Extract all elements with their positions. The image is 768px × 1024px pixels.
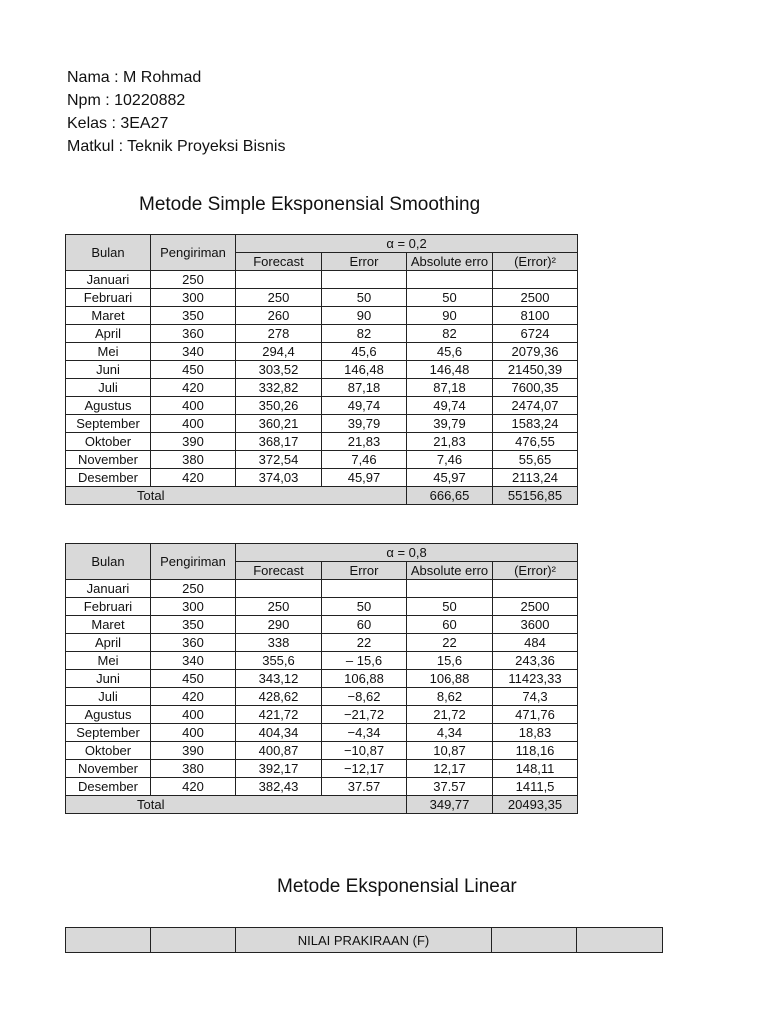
cell-shipment: 400 xyxy=(151,415,236,433)
cell-error-squared: 55,65 xyxy=(493,451,578,469)
cell-month: September xyxy=(66,724,151,742)
cell-absolute-error: 7,46 xyxy=(407,451,493,469)
cell-forecast xyxy=(236,271,322,289)
cell-month: Mei xyxy=(66,652,151,670)
page-bottom-margin xyxy=(0,953,768,1024)
cell-month: Agustus xyxy=(66,397,151,415)
cell-shipment: 450 xyxy=(151,670,236,688)
student-name: Nama : M Rohmad xyxy=(67,69,202,86)
header-error-squared: (Error)² xyxy=(493,562,578,580)
total-spacer xyxy=(236,487,322,505)
header-alpha: α = 0,2 xyxy=(236,235,578,253)
cell-forecast: 278 xyxy=(236,325,322,343)
cell-forecast: 374,03 xyxy=(236,469,322,487)
cell-forecast xyxy=(236,580,322,598)
cell-absolute-error: 49,74 xyxy=(407,397,493,415)
cell-month: Mei xyxy=(66,343,151,361)
cell-shipment: 300 xyxy=(151,289,236,307)
table-row xyxy=(66,688,578,706)
header-pengiriman: Pengiriman xyxy=(151,235,236,271)
table-row xyxy=(66,307,578,325)
header-forecast: Forecast xyxy=(236,562,322,580)
cell-error: 37.57 xyxy=(322,778,407,796)
cell-forecast: 360,21 xyxy=(236,415,322,433)
cell-error: −21,72 xyxy=(322,706,407,724)
cell-shipment: 380 xyxy=(151,451,236,469)
cell-shipment: 340 xyxy=(151,652,236,670)
header-absolute-error: Absolute erro xyxy=(407,253,493,271)
cell-error-squared: 148,11 xyxy=(493,760,578,778)
table-row xyxy=(66,760,578,778)
cell-error-squared: 118,16 xyxy=(493,742,578,760)
cell-forecast: 250 xyxy=(236,289,322,307)
cell-shipment: 350 xyxy=(151,307,236,325)
cell-month: Desember xyxy=(66,469,151,487)
table-row xyxy=(66,778,578,796)
header-error xyxy=(492,928,577,953)
cell-month: Agustus xyxy=(66,706,151,724)
cell-month: April xyxy=(66,634,151,652)
cell-shipment: 390 xyxy=(151,433,236,451)
cell-forecast: 294,4 xyxy=(236,343,322,361)
table-row xyxy=(66,598,578,616)
cell-error: 106,88 xyxy=(322,670,407,688)
cell-error: 49,74 xyxy=(322,397,407,415)
cell-error: −8,62 xyxy=(322,688,407,706)
table-row xyxy=(66,325,578,343)
cell-error: 146,48 xyxy=(322,361,407,379)
header-error: Error xyxy=(322,253,407,271)
cell-absolute-error: 50 xyxy=(407,289,493,307)
cell-shipment: 250 xyxy=(151,580,236,598)
cell-absolute-error: 22 xyxy=(407,634,493,652)
cell-shipment: 350 xyxy=(151,616,236,634)
table-row xyxy=(66,469,578,487)
cell-absolute-error: 106,88 xyxy=(407,670,493,688)
cell-error-squared: 18,83 xyxy=(493,724,578,742)
cell-error-squared: 1583,24 xyxy=(493,415,578,433)
cell-error xyxy=(322,271,407,289)
total-absolute-error: 349,77 xyxy=(407,796,493,814)
cell-absolute-error xyxy=(407,580,493,598)
cell-absolute-error: 60 xyxy=(407,616,493,634)
cell-absolute-error: 87,18 xyxy=(407,379,493,397)
cell-absolute-error: 146,48 xyxy=(407,361,493,379)
cell-forecast: 400,87 xyxy=(236,742,322,760)
header-absolute-error xyxy=(577,928,663,953)
cell-error-squared: 471,76 xyxy=(493,706,578,724)
cell-month: Maret xyxy=(66,616,151,634)
cell-shipment: 340 xyxy=(151,343,236,361)
cell-absolute-error: 37.57 xyxy=(407,778,493,796)
cell-shipment: 380 xyxy=(151,760,236,778)
header-pengiriman: Pengiriman xyxy=(151,544,236,580)
cell-absolute-error: 45,97 xyxy=(407,469,493,487)
cell-shipment: 400 xyxy=(151,397,236,415)
cell-error-squared: 1411,5 xyxy=(493,778,578,796)
cell-error-squared: 2500 xyxy=(493,289,578,307)
cell-forecast: 250 xyxy=(236,598,322,616)
cell-absolute-error: 82 xyxy=(407,325,493,343)
cell-absolute-error: 15,6 xyxy=(407,652,493,670)
student-class: Kelas : 3EA27 xyxy=(67,115,169,132)
cell-month: November xyxy=(66,451,151,469)
cell-forecast: 392,17 xyxy=(236,760,322,778)
header-bulan: Bulan xyxy=(66,544,151,580)
header-error: Error xyxy=(322,562,407,580)
header-forecast: Forecast xyxy=(236,253,322,271)
cell-error: −10,87 xyxy=(322,742,407,760)
cell-error: 82 xyxy=(322,325,407,343)
cell-forecast: 372,54 xyxy=(236,451,322,469)
header-pengiriman xyxy=(151,928,236,953)
cell-forecast: 260 xyxy=(236,307,322,325)
cell-month: Februari xyxy=(66,598,151,616)
cell-error-squared: 2079,36 xyxy=(493,343,578,361)
cell-month: April xyxy=(66,325,151,343)
cell-month: Juni xyxy=(66,361,151,379)
cell-error: 22 xyxy=(322,634,407,652)
cell-forecast: 332,82 xyxy=(236,379,322,397)
cell-month: Januari xyxy=(66,271,151,289)
cell-forecast: 290 xyxy=(236,616,322,634)
cell-shipment: 400 xyxy=(151,724,236,742)
cell-error: 7,46 xyxy=(322,451,407,469)
cell-error-squared xyxy=(493,580,578,598)
cell-forecast: 428,62 xyxy=(236,688,322,706)
table-row xyxy=(66,451,578,469)
cell-month: September xyxy=(66,415,151,433)
cell-absolute-error: 50 xyxy=(407,598,493,616)
cell-month: Oktober xyxy=(66,742,151,760)
cell-forecast: 355,6 xyxy=(236,652,322,670)
cell-error: 87,18 xyxy=(322,379,407,397)
section-title-linear: Metode Eksponensial Linear xyxy=(277,876,517,897)
cell-forecast: 343,12 xyxy=(236,670,322,688)
cell-error-squared: 11423,33 xyxy=(493,670,578,688)
cell-error-squared: 6724 xyxy=(493,325,578,343)
cell-absolute-error: 90 xyxy=(407,307,493,325)
student-info xyxy=(67,66,285,158)
cell-shipment: 360 xyxy=(151,634,236,652)
cell-error-squared: 3600 xyxy=(493,616,578,634)
cell-error: 45,6 xyxy=(322,343,407,361)
total-absolute-error: 666,65 xyxy=(407,487,493,505)
cell-shipment: 300 xyxy=(151,598,236,616)
student-npm: Npm : 10220882 xyxy=(67,92,186,109)
cell-error-squared: 74,3 xyxy=(493,688,578,706)
cell-error-squared: 243,36 xyxy=(493,652,578,670)
cell-error-squared: 2474,07 xyxy=(493,397,578,415)
table-alpha-0-8 xyxy=(65,543,578,814)
total-label: Total xyxy=(66,796,236,814)
cell-absolute-error: 21,72 xyxy=(407,706,493,724)
cell-month: Juli xyxy=(66,688,151,706)
cell-month: Juli xyxy=(66,379,151,397)
table-row xyxy=(66,580,578,598)
table-row xyxy=(66,289,578,307)
cell-forecast: 338 xyxy=(236,634,322,652)
section-title-simple-smoothing: Metode Simple Eksponensial Smoothing xyxy=(139,194,481,215)
table-row xyxy=(66,634,578,652)
cell-error: 21,83 xyxy=(322,433,407,451)
cell-shipment: 420 xyxy=(151,379,236,397)
cell-error: 50 xyxy=(322,598,407,616)
table-row xyxy=(66,379,578,397)
cell-shipment: 390 xyxy=(151,742,236,760)
cell-error-squared: 2500 xyxy=(493,598,578,616)
cell-error: 50 xyxy=(322,289,407,307)
total-error-squared: 55156,85 xyxy=(493,487,578,505)
table-row xyxy=(66,415,578,433)
cell-absolute-error: 39,79 xyxy=(407,415,493,433)
table-row xyxy=(66,652,578,670)
cell-month: Juni xyxy=(66,670,151,688)
table-row xyxy=(66,361,578,379)
cell-absolute-error: 45,6 xyxy=(407,343,493,361)
cell-forecast: 421,72 xyxy=(236,706,322,724)
cell-shipment: 400 xyxy=(151,706,236,724)
cell-forecast: 404,34 xyxy=(236,724,322,742)
cell-shipment: 420 xyxy=(151,778,236,796)
cell-error: −4,34 xyxy=(322,724,407,742)
cell-absolute-error: 12,17 xyxy=(407,760,493,778)
cell-error-squared xyxy=(493,271,578,289)
cell-month: Desember xyxy=(66,778,151,796)
cell-shipment: 450 xyxy=(151,361,236,379)
cell-error: 60 xyxy=(322,616,407,634)
table-row xyxy=(66,616,578,634)
cell-error-squared: 21450,39 xyxy=(493,361,578,379)
cell-absolute-error: 10,87 xyxy=(407,742,493,760)
table-row xyxy=(66,397,578,415)
total-spacer xyxy=(236,796,322,814)
cell-forecast: 303,52 xyxy=(236,361,322,379)
cell-month: November xyxy=(66,760,151,778)
cell-forecast: 382,43 xyxy=(236,778,322,796)
table-linear xyxy=(65,927,663,953)
cell-absolute-error: 21,83 xyxy=(407,433,493,451)
cell-error-squared: 7600,35 xyxy=(493,379,578,397)
cell-month: Maret xyxy=(66,307,151,325)
cell-error-squared: 8100 xyxy=(493,307,578,325)
cell-error xyxy=(322,580,407,598)
total-spacer xyxy=(322,796,407,814)
cell-error: – 15,6 xyxy=(322,652,407,670)
cell-month: Oktober xyxy=(66,433,151,451)
cell-shipment: 420 xyxy=(151,688,236,706)
cell-error-squared: 484 xyxy=(493,634,578,652)
cell-error: −12,17 xyxy=(322,760,407,778)
cell-error-squared: 476,55 xyxy=(493,433,578,451)
table-row xyxy=(66,706,578,724)
cell-absolute-error: 4,34 xyxy=(407,724,493,742)
cell-forecast: 368,17 xyxy=(236,433,322,451)
table-row xyxy=(66,343,578,361)
header-nilai-prakiraan: NILAI PRAKIRAAN (F) xyxy=(236,928,492,953)
cell-shipment: 250 xyxy=(151,271,236,289)
table-row xyxy=(66,724,578,742)
header-absolute-error: Absolute erro xyxy=(407,562,493,580)
table-alpha-0-2 xyxy=(65,234,578,505)
table-row xyxy=(66,271,578,289)
total-spacer xyxy=(322,487,407,505)
total-error-squared: 20493,35 xyxy=(493,796,578,814)
cell-absolute-error: 8,62 xyxy=(407,688,493,706)
total-label: Total xyxy=(66,487,236,505)
cell-forecast: 350,26 xyxy=(236,397,322,415)
cell-error: 39,79 xyxy=(322,415,407,433)
cell-error: 45,97 xyxy=(322,469,407,487)
course-name: Matkul : Teknik Proyeksi Bisnis xyxy=(67,138,286,155)
cell-error: 90 xyxy=(322,307,407,325)
cell-month: Februari xyxy=(66,289,151,307)
cell-shipment: 420 xyxy=(151,469,236,487)
header-bulan xyxy=(66,928,151,953)
table-row xyxy=(66,670,578,688)
table-row xyxy=(66,742,578,760)
cell-absolute-error xyxy=(407,271,493,289)
cell-error-squared: 2113,24 xyxy=(493,469,578,487)
table-row xyxy=(66,433,578,451)
cell-month: Januari xyxy=(66,580,151,598)
header-error-squared: (Error)² xyxy=(493,253,578,271)
cell-shipment: 360 xyxy=(151,325,236,343)
header-alpha: α = 0,8 xyxy=(236,544,578,562)
header-bulan: Bulan xyxy=(66,235,151,271)
